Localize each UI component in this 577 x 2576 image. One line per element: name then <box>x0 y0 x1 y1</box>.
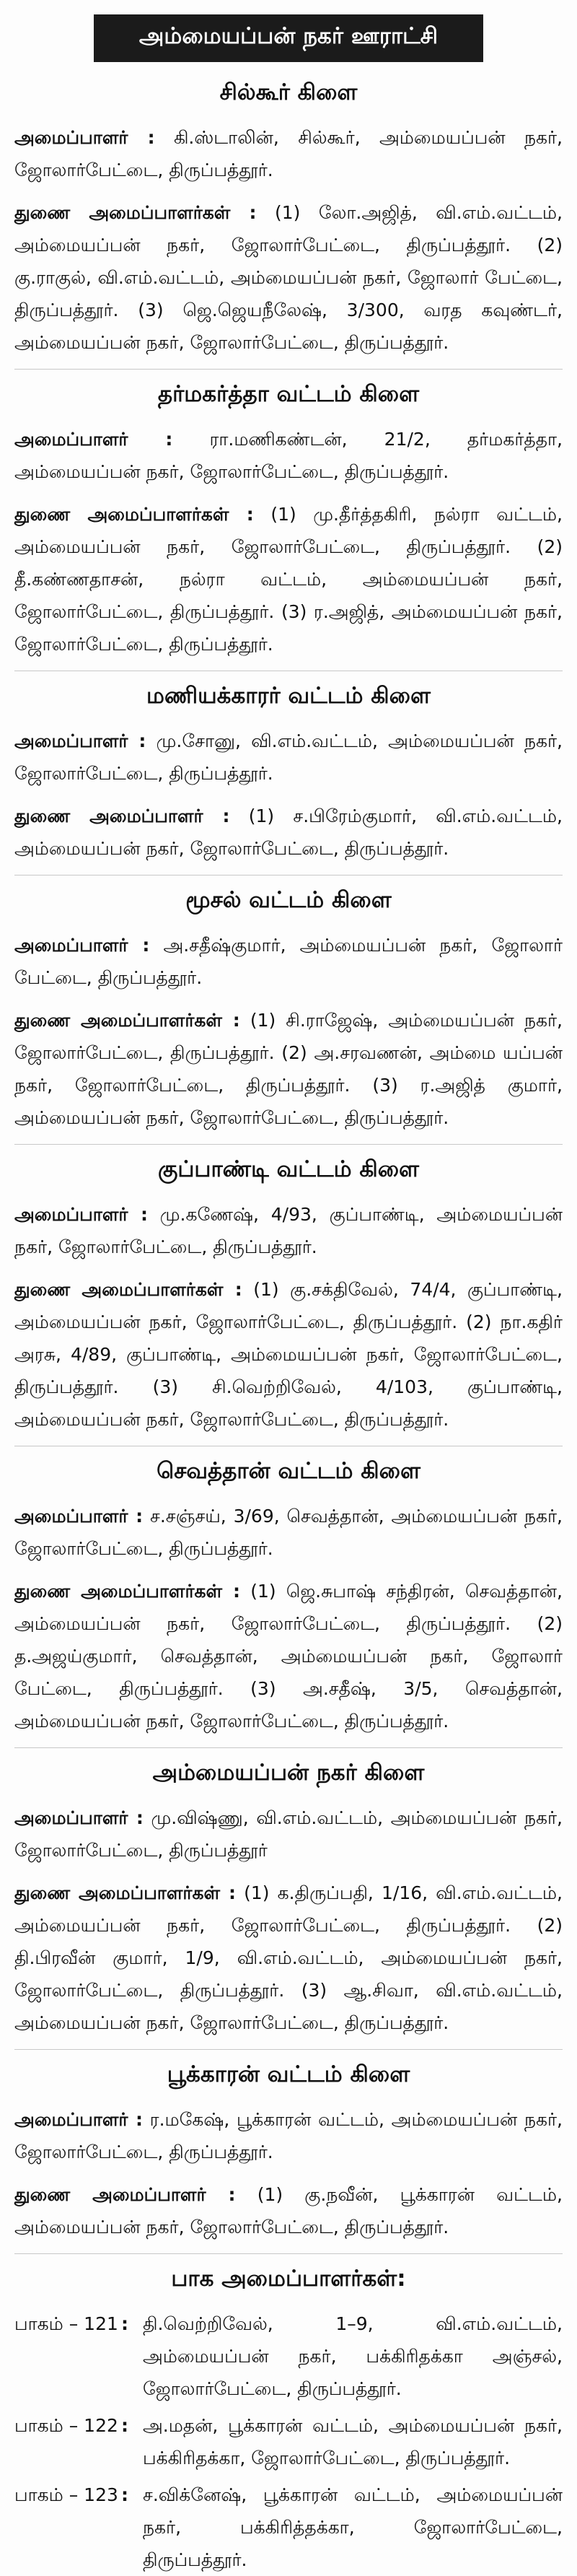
organizer-entry <box>14 725 563 790</box>
deputy-label: துணை அமைப்பாளர்கள் : <box>14 504 254 525</box>
deputy-label: துணை அமைப்பாளர்கள் : <box>14 1882 236 1903</box>
deputy-entry <box>14 800 563 865</box>
organizer-entry <box>14 1802 563 1866</box>
booth-colon: : <box>121 2313 128 2334</box>
document-page <box>14 0 563 2576</box>
organizer-entry <box>14 121 563 186</box>
organizer-label: அமைப்பாளர் : <box>14 935 150 956</box>
booth-colon: : <box>121 2415 128 2436</box>
branch-sections <box>14 79 563 2254</box>
branch-heading: குப்பாண்டி வட்டம் கிளை <box>157 1156 420 1182</box>
booth-list <box>14 2308 563 2576</box>
branch-section <box>14 683 563 876</box>
organizer-entry <box>14 423 563 488</box>
deputy-text: (1) ஜெ.சுபாஷ் சந்திரன், செவத்தான், அம்மையப்பன் நகர், ஜோலார்பேட்டை, திருப்பத்தூர். (2) த.அஜய்குமார், செவத்தான், அம்மையப்பன் நகர், ஜோலார் பேட்டை, திருப்பத்தூர். (3) அ.சதீஷ், 3/5, செவத்தான், அம்மையப்பன் நகர், ஜோலார்பேட்டை, திருப்பத்தூர். <box>14 1581 563 1732</box>
organizer-entry <box>14 1198 563 1263</box>
organizer-label: அமைப்பாளர் : <box>14 2109 143 2130</box>
branch-heading: மணியக்காரர் வட்டம் கிளை <box>146 683 431 709</box>
organizer-entry <box>14 1500 563 1565</box>
booth-organizer: தி.வெற்றிவேல், 1–9, வி.எம்.வட்டம், அம்மையப்பன் நகர், பக்கிரிதக்கா அஞ்சல், ஜோலார்பேட்டை, திருப்பத்தூர். <box>143 2313 563 2399</box>
deputy-entry <box>14 1004 563 1134</box>
booth-organizer: அ.மதன், பூக்காரன் வட்டம், அம்மையப்பன் நகர், பக்கிரிதக்கா, ஜோலார்பேட்டை, திருப்பத்தூர். <box>143 2415 563 2468</box>
branch-heading: செவத்தான் வட்டம் கிளை <box>157 1458 420 1484</box>
deputy-entry <box>14 1877 563 2039</box>
organizer-entry <box>14 2103 563 2168</box>
booth-entry <box>14 2308 563 2405</box>
booth-number: பாகம் – 122 <box>14 2415 118 2436</box>
section-divider <box>14 1747 563 1748</box>
organizer-text: அ.சதீஷ்குமார், அம்மையப்பன் நகர், ஜோலார் பேட்டை, திருப்பத்தூர். <box>14 935 563 988</box>
organizer-label: அமைப்பாளர் : <box>14 429 173 450</box>
deputy-entry <box>14 498 563 660</box>
deputy-label: துணை அமைப்பாளர்கள் : <box>14 1279 242 1300</box>
booth-entry <box>14 2479 563 2576</box>
organizer-text: ரா.மணிகண்டன், 21/2, தர்மகர்த்தா, அம்மையப்பன் நகர், ஜோலார்பேட்டை, திருப்பத்தூர். <box>14 429 563 482</box>
organizer-text: மு.விஷ்ணு, வி.எம்.வட்டம், அம்மையப்பன் நகர், ஜோலார்பேட்டை, திருப்பத்தூர் <box>14 1807 563 1861</box>
deputy-label: துணை அமைப்பாளர்கள் : <box>14 202 257 223</box>
deputy-label: துணை அமைப்பாளர்கள் : <box>14 1010 240 1031</box>
branch-section <box>14 887 563 1145</box>
deputy-entry <box>14 2178 563 2243</box>
organizer-label: அமைப்பாளர் : <box>14 1506 144 1527</box>
organizer-label: அமைப்பாளர் : <box>14 730 146 751</box>
branch-heading: மூசல் வட்டம் கிளை <box>185 887 392 913</box>
deputy-text: (1) மு.தீர்த்தகிரி, நல்ரா வட்டம், அம்மையப்பன் நகர், ஜோலார்பேட்டை, திருப்பத்தூர். (2) தீ.கண்ணதாசன், நல்ரா வட்டம், அம்மையப்பன் நகர், ஜோலார்பேட்டை, திருப்பத்தூர். (3) ர.அஜித், அம்மையப்பன் நகர், ஜோலார்பேட்டை, திருப்பத்தூர். <box>14 504 563 655</box>
deputy-label: துணை அமைப்பாளர்கள் : <box>14 1581 241 1602</box>
organizer-text: ச.சஞ்சய், 3/69, செவத்தான், அம்மையப்பன் நகர், ஜோலார்பேட்டை, திருப்பத்தூர். <box>14 1506 563 1559</box>
branch-heading: சில்கூர் கிளை <box>219 79 358 105</box>
section-divider <box>14 1144 563 1145</box>
booth-organizer: ச.விக்னேஷ், பூக்காரன் வட்டம், அம்மையப்பன் நகர், பக்கிரித்தக்கா, ஜோலார்பேட்டை, திருப்பத்தூர். <box>143 2484 563 2570</box>
deputy-entry <box>14 196 563 359</box>
branch-section <box>14 381 563 671</box>
deputy-entry <box>14 1575 563 1737</box>
organizer-label: அமைப்பாளர் : <box>14 127 155 148</box>
deputy-text: (1) ச.பிரேம்குமார், வி.எம்.வட்டம், அம்மையப்பன் நகர், ஜோலார்பேட்டை, திருப்பத்தூர். <box>14 805 563 859</box>
deputy-text: (1) கு.நவீன், பூக்காரன் வட்டம், அம்மையப்பன் நகர், ஜோலார்பேட்டை, திருப்பத்தூர். <box>14 2184 563 2237</box>
organizer-text: மு.கணேஷ், 4/93, குப்பாண்டி, அம்மையப்பன் நகர், ஜோலார்பேட்டை, திருப்பத்தூர். <box>14 1204 563 1257</box>
deputy-label: துணை அமைப்பாளர் : <box>14 2184 236 2205</box>
branch-heading: அம்மையப்பன் நகர் கிளை <box>152 1760 425 1786</box>
deputy-text: (1) சி.ராஜேஷ், அம்மையப்பன் நகர், ஜோலார்பேட்டை, திருப்பத்தூர். (2) அ.சரவணன், அம்மை யப்பன் நகர், ஜோலார்பேட்டை, திருப்பத்தூர். (3) ர.அஜித் குமார், அம்மையப்பன் நகர், ஜோலார்பேட்டை, திருப்பத்தூர். <box>14 1010 563 1128</box>
deputy-text: (1) க.திருப்பதி, 1/16, வி.எம்.வட்டம், அம்மையப்பன் நகர், ஜோலார்பேட்டை, திருப்பத்தூர். (2) தி.பிரவீன் குமார், 1/9, வி.எம்.வட்டம், அம்மையப்பன் நகர், ஜோலார்பேட்டை, திருப்பத்தூர். (3) ஆ.சிவா, வி.எம்.வட்டம், அம்மையப்பன் நகர், ஜோலார்பேட்டை, திருப்பத்தூர். <box>14 1882 563 2033</box>
deputy-text: (1) கு.சக்திவேல், 74/4, குப்பாண்டி, அம்மையப்பன் நகர், ஜோலார்பேட்டை, திருப்பத்தூர். (2) நா.கதிர் அரசு, 4/89, குப்பாண்டி, அம்மையப்பன் நகர், ஜோலார்பேட்டை, திருப்பத்தூர். (3) சி.வெற்றிவேல், 4/103, குப்பாண்டி, அம்மையப்பன் நகர், ஜோலார்பேட்டை, திருப்பத்தூர். <box>14 1279 563 1430</box>
section-divider <box>14 369 563 370</box>
deputy-entry <box>14 1273 563 1436</box>
booth-number: பாகம் – 121 <box>14 2313 118 2334</box>
booth-heading: பாக அமைப்பாளர்கள்: <box>171 2266 406 2292</box>
branch-heading: பூக்காரன் வட்டம் கிளை <box>167 2061 410 2087</box>
section-divider <box>14 875 563 876</box>
organizer-label: அமைப்பாளர் : <box>14 1204 148 1225</box>
section-divider <box>14 2253 563 2254</box>
organizer-label: அமைப்பாளர் : <box>14 1807 144 1828</box>
branch-section <box>14 1458 563 1748</box>
branch-heading: தர்மகர்த்தா வட்டம் கிளை <box>157 381 420 407</box>
section-divider <box>14 2049 563 2050</box>
booth-colon: : <box>121 2484 128 2505</box>
booth-section <box>14 2266 563 2576</box>
organizer-text: மு.சோனு, வி.எம்.வட்டம், அம்மையப்பன் நகர், ஜோலார்பேட்டை, திருப்பத்தூர். <box>14 730 563 784</box>
booth-number: பாகம் – 123 <box>14 2484 118 2505</box>
page-title: அம்மையப்பன் நகர் ஊராட்சி <box>94 14 483 62</box>
organizer-text: ர.மகேஷ், பூக்காரன் வட்டம், அம்மையப்பன் நகர், ஜோலார்பேட்டை, திருப்பத்தூர். <box>14 2109 563 2162</box>
organizer-text: கி.ஸ்டாலின், சில்கூர், அம்மையப்பன் நகர், ஜோலார்பேட்டை, திருப்பத்தூர். <box>14 127 563 180</box>
organizer-entry <box>14 929 563 994</box>
branch-section <box>14 1760 563 2050</box>
deputy-label: துணை அமைப்பாளர் : <box>14 805 230 826</box>
branch-section <box>14 1156 563 1446</box>
branch-section <box>14 2061 563 2254</box>
branch-section <box>14 79 563 370</box>
deputy-text: (1) லோ.அஜித், வி.எம்.வட்டம், அம்மையப்பன் நகர், ஜோலார்பேட்டை, திருப்பத்தூர். (2) கு.ராகுல், வி.எம்.வட்டம், அம்மையப்பன் நகர், ஜோலார் பேட்டை, திருப்பத்தூர். (3) ஜெ.ஜெயநீலேஷ், 3/300, வரத கவுண்டர், அம்மையப்பன் நகர், ஜோலார்பேட்டை, திருப்பத்தூர். <box>14 202 563 353</box>
booth-entry <box>14 2409 563 2474</box>
